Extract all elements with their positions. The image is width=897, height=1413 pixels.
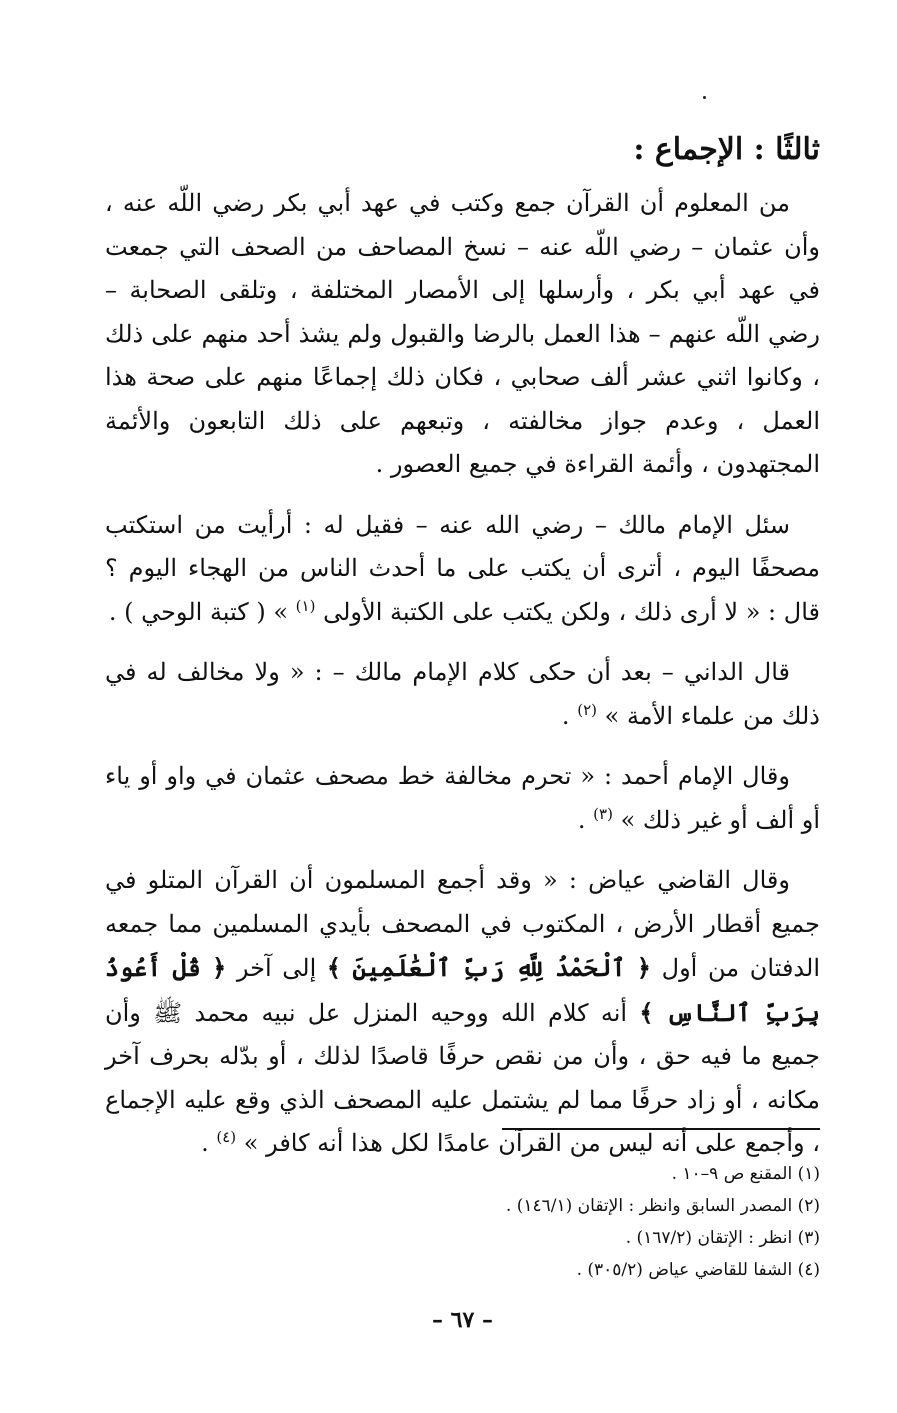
footnote-4: (٤) الشفا للقاضي عياض (٣٠٥/٢) .: [576, 1260, 820, 1280]
body-text: [105, 182, 820, 1183]
footnotes: [105, 1158, 820, 1286]
page-number: – ٦٧ –: [432, 1307, 493, 1333]
footnote-2: (٢) المصدر السابق وانظر : الإتقان (١٤٦/١) .: [505, 1196, 820, 1216]
quran-verse-1: ﴿ ٱلْحَمْدُ لِلَّهِ رَبِّ ٱلْعَٰلَمِينَ ﴾: [326, 953, 651, 982]
paragraph-5-text-b: إلى آخر: [236, 954, 317, 982]
paragraph-4-text: وقال الإمام أحمد : « تحرم مخالفة خط مصحف عثمان في واو أو ياء أو ألف أو غير ذلك »: [105, 762, 820, 834]
paragraph-4-tail: .: [577, 805, 586, 834]
section-heading: ثالثًا : الإجماع :: [633, 132, 820, 167]
paragraph-5-text-c: أنه كلام الله ووحيه المنزل عل نبيه محمد ﷺ وأن جميع ما فيه حق ، وأن من نقص حرفًا قاصدًا لذلك ، أو بدّله بحرف آخر مكانه ، أو زاد حرفًا مما لم يشتمل عليه المصحف الذي وقع عليه الإجماع ، وأجمع على أنه ليس من القرآن عامدًا لكل هذا أنه كافر »: [105, 998, 820, 1157]
footnote-ref-4: (٤): [216, 1128, 237, 1146]
paragraph-1: من المعلوم أن القرآن جمع وكتب في عهد أبي بكر رضي اللّه عنه ، وأن عثمان – رضي اللّه عنه – نسخ المصاحف من الصحف التي جمعت في عهد أبي بكر ، وأرسلها إلى الأمصار المختلفة ، وتلقى الصحابة – رضي اللّه عنهم – هذا العمل بالرضا والقبول ولم يشذ أحد منهم على ذلك ، وكانوا اثني عشر ألف صحابي ، فكان ذلك إجماعًا منهم على صحة هذا العمل ، وعدم جواز مخالفته ، وتبعهم على ذلك التابعون والأئمة المجتهدون ، وأئمة القراءة في جميع العصور .: [105, 189, 820, 478]
paragraph-5-tail: .: [201, 1129, 209, 1157]
footnote-ref-1: (١): [295, 596, 316, 615]
paragraph-5-text-a: وقال القاضي عياض : « وقد أجمع المسلمون أن القرآن المتلو في جميع أقطار الأرض ، المكتوب في المصحف بأيدي المسلمين مما جمعه الدفتان من أول: [105, 866, 820, 982]
footnote-3: (٣) انظر : الإتقان (١٦٧/٢) .: [625, 1228, 820, 1248]
footnote-divider: [502, 1128, 820, 1130]
footnote-ref-2: (٢): [577, 700, 597, 719]
speck: [703, 96, 706, 99]
paragraph-2-tail: » ( كتبة الوحي ) .: [108, 597, 289, 626]
paragraph-2: [105, 504, 820, 635]
paragraph-2-text: سئل الإمام مالك – رضي الله عنه – فقيل له : أرأيت من استكتب مصحفًا اليوم ، أترى أن يكتب على ما أحدث الناس من الهجاء اليوم ؟ قال : « لا أرى ذلك ، ولكن يكتب على الكتبة الأولى: [105, 510, 820, 626]
footnote-1: (١) المقنع ص ٩–١٠ .: [671, 1164, 820, 1184]
quran-verse-2: ﴿ قُلْ أَعُوذُ بِرَبِّ ٱلنَّاسِ ﴾: [105, 953, 820, 1027]
paragraph-5: [105, 859, 820, 1166]
paragraph-4: [105, 755, 820, 842]
paragraph-3-tail: .: [561, 701, 570, 730]
paragraph-3: [105, 651, 820, 738]
paragraph-3-text: قال الداني – بعد أن حكى كلام الإمام مالك – : « ولا مخالف له في ذلك من علماء الأمة »: [105, 658, 820, 730]
footnote-ref-3: (٣): [593, 804, 613, 823]
